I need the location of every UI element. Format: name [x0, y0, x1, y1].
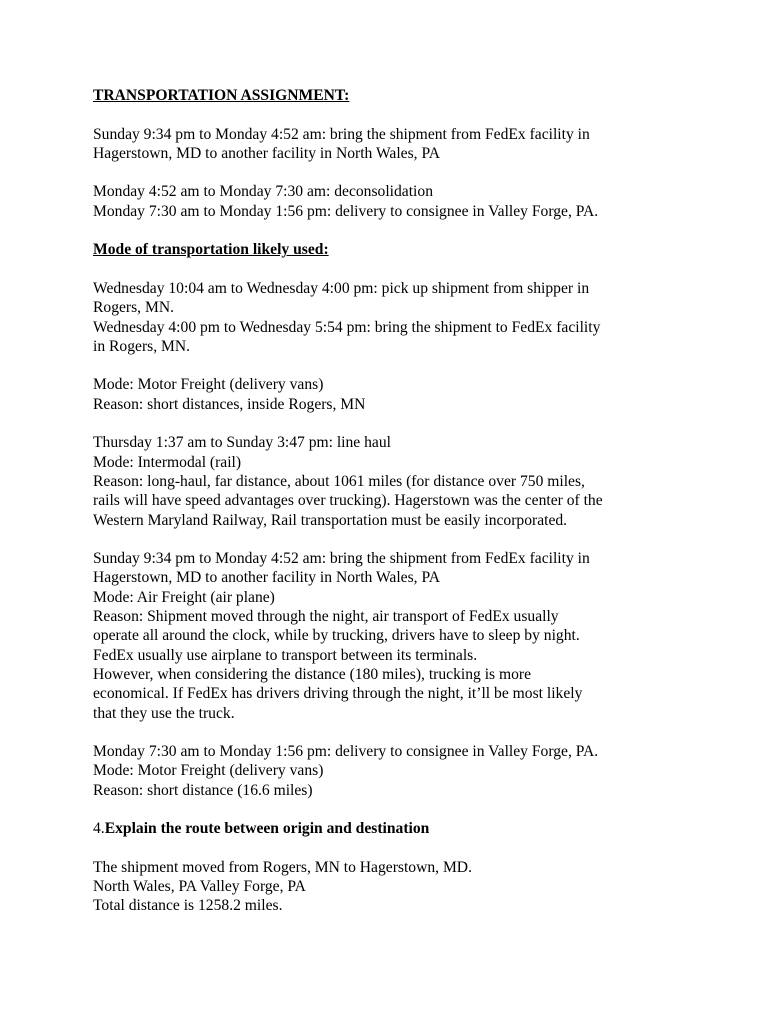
text-line: However, when considering the distance (180 miles), trucking is more [93, 665, 532, 683]
question-4-heading [93, 819, 693, 838]
text-line: Monday 4:52 am to Monday 7:30 am: deconsolidation [93, 183, 433, 201]
spacer [93, 105, 693, 124]
text-line: economical. If FedEx has drivers driving through the night, it’ll be most likely [93, 685, 583, 703]
spacer [93, 414, 693, 433]
mode-block-pickup [93, 279, 693, 356]
mode-block-air-freight [93, 549, 693, 723]
text-line: North Wales, PA Valley Forge, PA [93, 878, 306, 896]
intro-paragraph-2 [93, 182, 693, 221]
document-title: TRANSPORTATION ASSIGNMENT: [93, 87, 350, 104]
text-line: Thursday 1:37 am to Sunday 3:47 pm: line haul [93, 434, 391, 452]
text-line: in Rogers, MN. [93, 337, 191, 355]
text-line: Rogers, MN. [93, 299, 174, 317]
question-number: 4. [93, 820, 105, 838]
text-line: Mode: Air Freight (air plane) [93, 588, 275, 606]
mode-block-line-haul [93, 433, 693, 529]
spacer [93, 260, 693, 279]
document-page [93, 86, 693, 916]
text-line: Hagerstown, MD to another facility in North Wales, PA [93, 569, 440, 587]
text-line: Hagerstown, MD to another facility in North Wales, PA [93, 144, 440, 162]
spacer [93, 839, 693, 858]
spacer [93, 800, 693, 819]
mode-heading: Mode of transportation likely used: [93, 241, 329, 259]
spacer [93, 530, 693, 549]
text-line: Sunday 9:34 pm to Monday 4:52 am: bring the shipment from FedEx facility in [93, 125, 590, 143]
text-line: Sunday 9:34 pm to Monday 4:52 am: bring the shipment from FedEx facility in [93, 550, 590, 568]
text-line: Mode: Motor Freight (delivery vans) [93, 762, 324, 780]
text-line: Total distance is 1258.2 miles. [93, 897, 283, 915]
text-line: Reason: short distance (16.6 miles) [93, 781, 313, 799]
text-line: that they use the truck. [93, 704, 235, 722]
text-line: rails will have speed advantages over trucking). Hagerstown was the center of the [93, 492, 603, 510]
text-line: Wednesday 4:00 pm to Wednesday 5:54 pm: bring the shipment to FedEx facility [93, 318, 601, 336]
text-line: Mode: Motor Freight (delivery vans) [93, 376, 324, 394]
spacer [93, 163, 693, 182]
spacer [93, 221, 693, 240]
mode-block-delivery [93, 742, 693, 800]
text-line: Reason: long-haul, far distance, about 1061 miles (for distance over 750 miles, [93, 472, 585, 490]
text-line: Monday 7:30 am to Monday 1:56 pm: delivery to consignee in Valley Forge, PA. [93, 743, 599, 761]
text-line: Western Maryland Railway, Rail transportation must be easily incorporated. [93, 511, 568, 529]
question-text: Explain the route between origin and destination [104, 820, 430, 838]
text-line: Monday 7:30 am to Monday 1:56 pm: delivery to consignee in Valley Forge, PA. [93, 202, 599, 220]
text-line: Mode: Intermodal (rail) [93, 453, 242, 471]
intro-paragraph-1 [93, 125, 693, 164]
text-line: Reason: short distances, inside Rogers, MN [93, 395, 366, 413]
text-line: operate all around the clock, while by trucking, drivers have to sleep by night. [93, 627, 580, 645]
text-line: Wednesday 10:04 am to Wednesday 4:00 pm: pick up shipment from shipper in [93, 279, 590, 297]
spacer [93, 723, 693, 742]
text-line: FedEx usually use airplane to transport between its terminals. [93, 646, 478, 664]
mode-block-motor-freight [93, 375, 693, 414]
route-paragraph [93, 858, 693, 916]
text-line: The shipment moved from Rogers, MN to Hagerstown, MD. [93, 858, 472, 876]
spacer [93, 356, 693, 375]
text-line: Reason: Shipment moved through the night, air transport of FedEx usually [93, 608, 559, 626]
